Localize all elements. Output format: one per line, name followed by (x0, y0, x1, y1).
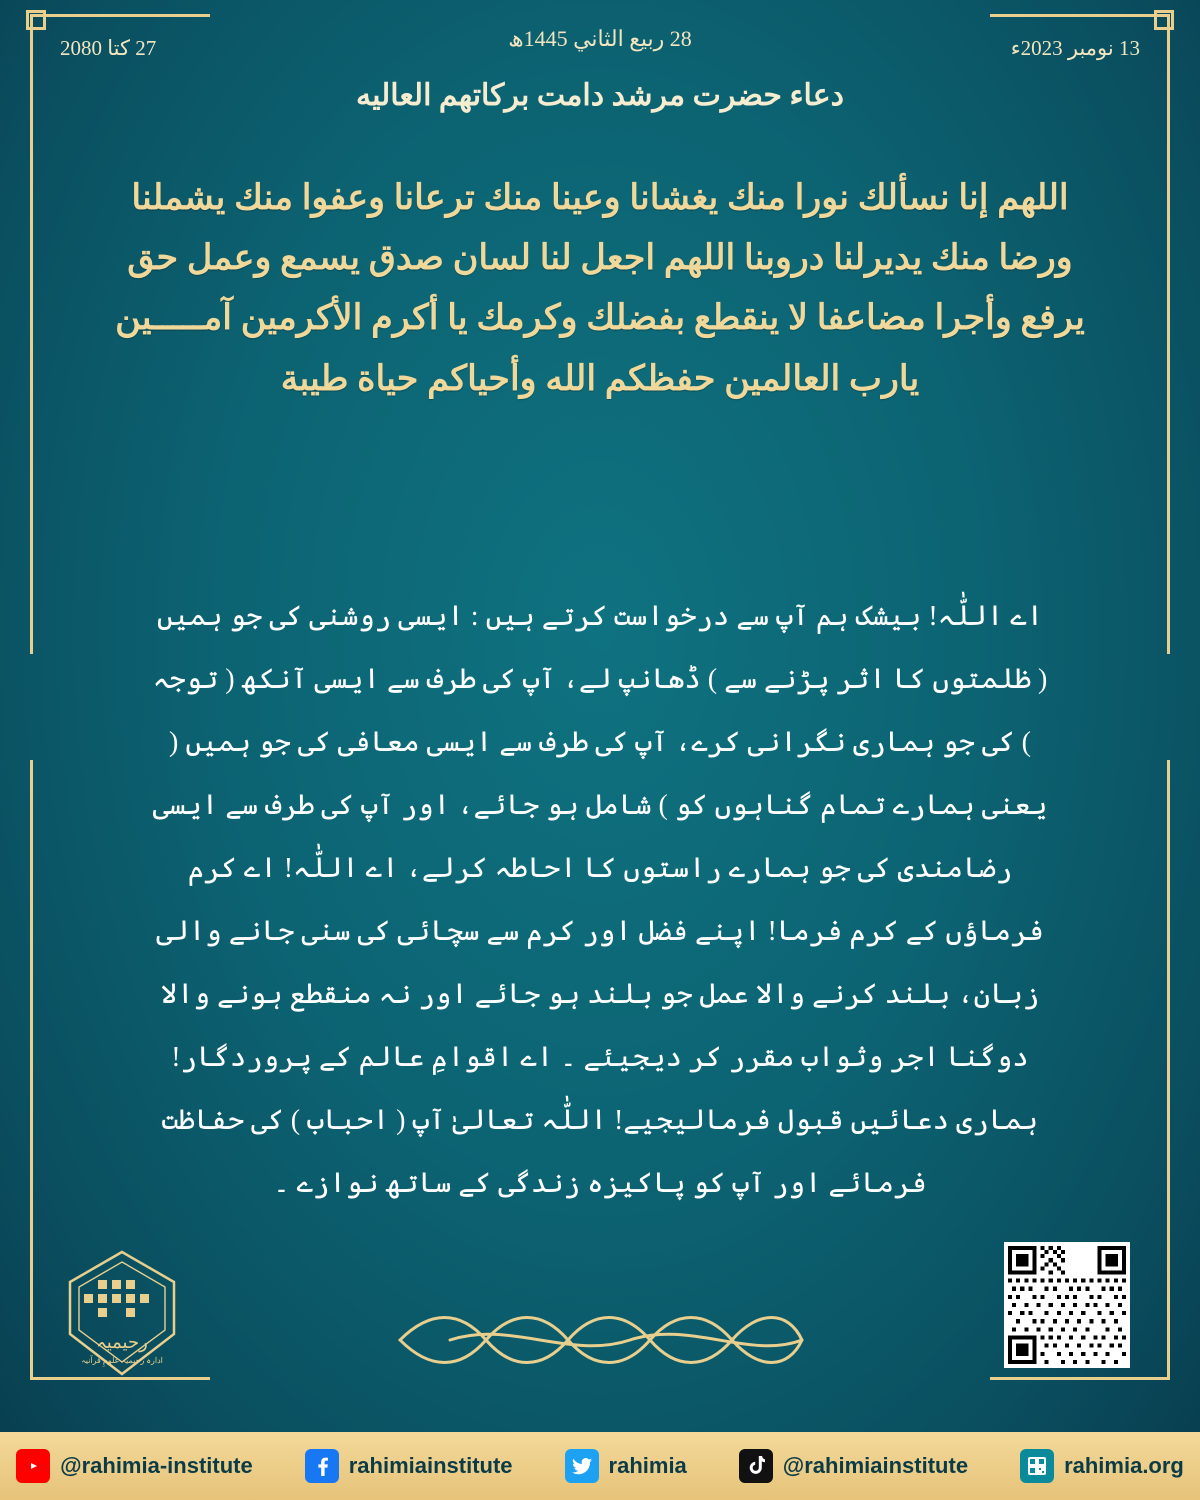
social-link-youtube[interactable] (16, 1449, 253, 1483)
social-label-facebook: rahimiainstitute (348, 1453, 513, 1478)
frame-line-left-lower (30, 760, 33, 1380)
page-title: دعاء حضرت مرشد دامت بركاتهم العاليه (356, 79, 844, 112)
logo-script-text: رحیمیہ (96, 1332, 148, 1352)
social-label-website: rahimia.org (1064, 1453, 1184, 1478)
arabic-dua-text: اللهم إنا نسألك نورا منك يغشانا وعينا منك ترعانا وعفوا منك يشملنا ورضا منك يديرلنا دروبنا اللهم اجعل لنا لسان صدق يسمع وعمل حق يرفع وأجرا مضاعفا لا ينقطع بفضلك وكرمك يا أكرم الأكرمين آمـــــين يارب العالمين حفظكم الله وأحياكم حياة طيبة (115, 178, 1085, 398)
frame-line-bottom-right (990, 1377, 1170, 1380)
website-icon (1020, 1449, 1054, 1483)
social-label-twitter: rahimia (608, 1453, 687, 1478)
tiktok-icon (739, 1449, 773, 1483)
youtube-icon (16, 1449, 50, 1483)
social-label-tiktok: @rahimiainstitute (782, 1453, 969, 1478)
social-link-tiktok[interactable] (739, 1449, 968, 1483)
urdu-translation-text: اے اللّٰہ! بیشک ہم آپ سے درخواست کرتے ہیں : ایسی روشنی کی جو ہمیں ( ظلمتوں کا اثر پڑنے سے ) ڈھانپ لے، آپ کی طرف سے ایسی آنکھ ( توجہ ) کی جو ہماری نگرانی کرے، آپ کی طرف سے ایسی معافی کی جو ہمیں ( یعنی ہمارے تمام گناہوں کو ) شامل ہو جائے، اور آپ کی طرف سے ایسی رضامندی کی جو ہمارے راستوں کا احاطہ کرلے، اے اللّٰہ! اے کرم فرماؤں کے کرم فرما! اپنے فضل اور کرم سے سچائی کی سنی جانے والی زبان، بلند کرنے والا عمل جو بلند ہو جائے اور نہ منقطع ہونے والا دوگنا اجر وثواب مقرر کر دیجیئے ۔ اے اقوامِ عالم کے پروردگار! ہماری دعائیں قبول فرمالیجیے! اللّٰہ تعالیٰ آپ ( احباب ) کی حفاظت فرمائے اور آپ کو پاکیزہ زندگی کے ساتھ نوازے ۔ (152, 601, 1048, 1199)
social-link-facebook[interactable] (305, 1449, 513, 1483)
corner-ornament-top-right (1154, 10, 1174, 30)
issue-number: 27 کتا 2080 (60, 36, 157, 60)
frame-line-top-left (30, 14, 210, 17)
social-link-website[interactable] (1020, 1449, 1184, 1483)
corner-ornament-top-left (26, 10, 46, 30)
social-link-twitter[interactable] (565, 1449, 687, 1483)
rahimia-logo (62, 1248, 182, 1378)
gregorian-date: 13 نومبر 2023ء (1010, 36, 1140, 60)
frame-line-right-lower (1167, 760, 1170, 1380)
twitter-icon (565, 1449, 599, 1483)
bottom-flourish-ornament (390, 1308, 810, 1372)
frame-line-top-right (990, 14, 1170, 17)
facebook-icon (305, 1449, 339, 1483)
hijri-date: 28 ربيع الثاني 1445ھ (508, 26, 692, 51)
social-label-youtube: @rahimia-institute (60, 1453, 253, 1478)
social-footer-bar (0, 1432, 1200, 1500)
qr-code[interactable] (1004, 1242, 1130, 1368)
logo-sub-text: ادارہ رحیمیہ علومِ قرآنیہ (81, 1356, 163, 1365)
